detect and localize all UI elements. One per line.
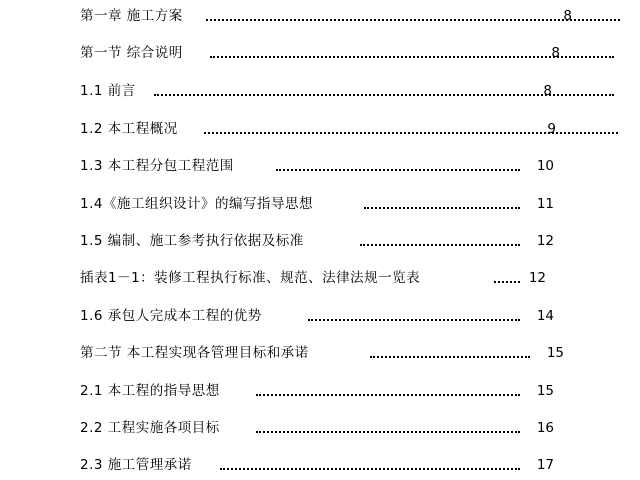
dot-leader bbox=[256, 431, 520, 433]
toc-entry-title: 2.2 工程实施各项目标 bbox=[80, 420, 220, 436]
toc-entry-page-number: 12 bbox=[528, 270, 546, 286]
toc-entry-page-number: 9 bbox=[547, 121, 556, 137]
toc-entry[interactable] bbox=[80, 266, 580, 290]
toc-entry-title: 1.4《施工组织设计》的编写指导思想 bbox=[80, 196, 313, 212]
toc-entry-title: 1.5 编制、施工参考执行依据及标准 bbox=[80, 233, 304, 249]
dot-leader bbox=[308, 319, 520, 321]
toc-entry[interactable] bbox=[80, 79, 580, 103]
toc-entry[interactable] bbox=[80, 416, 580, 440]
toc-entry-page-number: 12 bbox=[536, 233, 554, 249]
dot-leader bbox=[276, 169, 520, 171]
toc-entry-title: 第一章 施工方案 bbox=[80, 8, 183, 24]
toc-entry-title: 1.2 本工程概况 bbox=[80, 121, 178, 137]
dot-leader bbox=[220, 468, 520, 470]
toc-entry[interactable] bbox=[80, 341, 580, 365]
toc-entry[interactable] bbox=[80, 4, 580, 28]
toc-entry[interactable] bbox=[80, 117, 580, 141]
toc-entry-title: 第二节 本工程实现各管理目标和承诺 bbox=[80, 345, 309, 361]
dot-leader bbox=[364, 207, 520, 209]
toc-entry-page-number: 15 bbox=[536, 383, 554, 399]
dot-leader bbox=[206, 19, 620, 21]
toc-entry[interactable] bbox=[80, 304, 580, 328]
toc-entry[interactable] bbox=[80, 453, 580, 477]
dot-leader bbox=[256, 394, 520, 396]
toc-entry-title: 1.6 承包人完成本工程的优势 bbox=[80, 308, 262, 324]
toc-entry-title: 1.3 本工程分包工程范围 bbox=[80, 158, 234, 174]
toc-entry-page-number: 8 bbox=[543, 83, 552, 99]
toc-entry-title: 1.1 前言 bbox=[80, 83, 136, 99]
toc-entry[interactable] bbox=[80, 192, 580, 216]
toc-entry-page-number: 8 bbox=[563, 8, 572, 24]
toc-entry[interactable] bbox=[80, 41, 580, 65]
dot-leader bbox=[370, 356, 530, 358]
toc-entry-page-number: 15 bbox=[546, 345, 564, 361]
toc-entry-page-number: 16 bbox=[536, 420, 554, 436]
toc-entry-title: 第一节 综合说明 bbox=[80, 45, 183, 61]
toc-entry-page-number: 10 bbox=[536, 158, 554, 174]
toc-entry-title: 插表1－1：装修工程执行标准、规范、法律法规一览表 bbox=[80, 270, 421, 286]
toc-entry-page-number: 14 bbox=[536, 308, 554, 324]
toc-entry-title: 2.1 本工程的指导思想 bbox=[80, 383, 220, 399]
toc-entry[interactable] bbox=[80, 229, 580, 253]
toc-entry-page-number: 17 bbox=[536, 457, 554, 473]
dot-leader bbox=[360, 244, 520, 246]
toc-entry-page-number: 11 bbox=[536, 196, 554, 212]
toc-entry-page-number: 8 bbox=[551, 45, 560, 61]
toc-entry[interactable] bbox=[80, 154, 580, 178]
toc-entry-title: 2.3 施工管理承诺 bbox=[80, 457, 192, 473]
toc-entry[interactable] bbox=[80, 379, 580, 403]
dot-leader bbox=[494, 281, 520, 283]
